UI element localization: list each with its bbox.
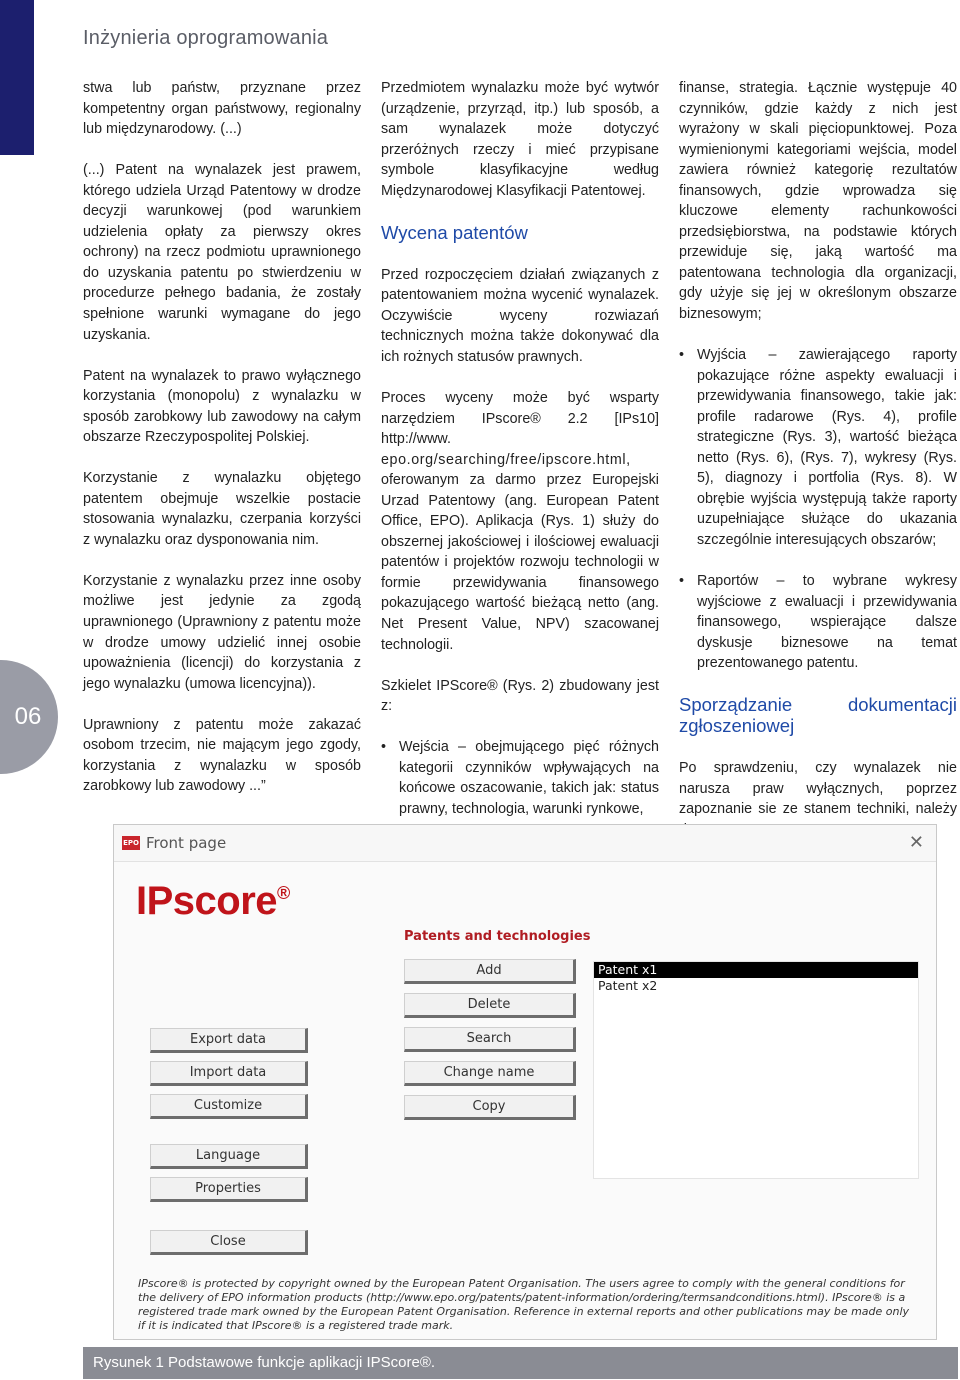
paragraph: stwa lub państw, przyznane przez kompetentny organ państwowy, regionalny lub międzynarodowy. (...) — [83, 80, 361, 138]
copyright-notice: IPscore® is protected by copyright owned by the European Patent Organisation. The users agree to comply with the general conditions for the delivery of EPO information products (http://www.epo.org/patents/patent-information/ordering/termsandconditions.html). IPscore® is a registered trade mark owned by the European Patent Organisation. Reference in external reports and other publications may be made only if it is indicated that IPscore® is a registered trade mark. — [138, 1277, 910, 1332]
bullet-label: Raportów — [697, 573, 759, 590]
close-icon[interactable]: ✕ — [908, 832, 924, 853]
bullet-text: – zawierającego raporty pokazujące różne aspekty ewaluacji i przewidywania finansowego, takie jak: profile radarowe (Rys. 4), profile strategiczne (Rys. 3), wartość bieżąca netto (Rys. 6), (Rys. 7), wykresy (Rys. 5), diagnozy i portfolia (Rys. 8). W obrębie wyjścia występują także raporty uzupełniające służące do ukazania szczególnie interesujących obszarów; — [697, 347, 957, 548]
close-button[interactable]: Close — [150, 1230, 308, 1255]
paragraph-text: Proces wyceny może być wsparty narzędziem IPscore® 2.2 [IPs10] http://www. — [381, 390, 659, 448]
section-heading — [679, 694, 957, 736]
paragraph: Uprawniony z patentu może zakazać osobom trzecim, nie mającym jego zgody, korzystania z wynalazku w sposób zarobkowy lub zawodowy ...” — [83, 716, 361, 795]
text-column-2 — [381, 78, 659, 840]
heading-word: Sporządzanie — [679, 694, 793, 716]
running-header: Inżynieria oprogramowania — [83, 27, 329, 49]
panel-title: Patents and technologies — [404, 929, 591, 944]
bullet-item — [679, 571, 957, 674]
chapter-number-tab: 06 — [0, 660, 58, 774]
patent-list[interactable] — [593, 961, 919, 1179]
copy-button[interactable]: Copy — [404, 1095, 576, 1120]
text-column-3 — [679, 78, 957, 861]
paragraph — [381, 388, 659, 655]
list-item[interactable]: Patent x2 — [598, 978, 658, 993]
heading-word: dokumentacji — [847, 694, 957, 716]
logo-text: IPscore — [136, 879, 278, 923]
window-title: Front page — [146, 834, 227, 852]
bullet-text: – obejmującego pięć różnych kategorii czynników wpływających na końcowe oszacowanie, takich jak: status prawny, technologia, warunki rynkowe, — [399, 739, 659, 817]
bullet-label: Wejścia — [399, 739, 449, 756]
ipscore-screenshot — [113, 824, 937, 1340]
search-button[interactable]: Search — [404, 1027, 576, 1052]
text-column-1 — [83, 78, 361, 817]
paragraph-text: oferowanym za darmo przez Europejski Urzad Patentowy (ang. European Patent Office, EPO). Aplikacja (Rys. 1) służy do obszernej jakościowej i ilościowej ewaluacji patentów i projektów rozwoju technologii w formie przewidywania finansowego pokazującego wartość bieżącą netto (ang. Net Present Value, NPV) szacowanej technologii. — [381, 472, 659, 653]
heading-word: zgłoszeniowej — [679, 715, 795, 737]
customize-button[interactable]: Customize — [150, 1094, 308, 1119]
change-name-button[interactable]: Change name — [404, 1061, 576, 1086]
bullet-item — [381, 737, 659, 819]
side-accent-bar — [0, 0, 34, 155]
window-titlebar — [114, 825, 936, 862]
paragraph: Przedmiotem wynalazku może być wytwór (urządzenie, przyrząd, itp.) lub sposób, a sam wynalazek może dotyczyć przeróżnych rzeczy i mieć przypisane symbole klasyfikacyjne według Międzynarodowej Klasyfikacji Patentowej. — [381, 80, 659, 199]
paragraph: Korzystanie z wynalazku objętego patentem obejmuje wszelkie postacie stosowania wynalazku, czerpania korzyści z wynalazku oraz dysponowania nim. — [83, 470, 361, 548]
paragraph: Przed rozpoczęciem działań związanych z patentowaniem można wycenić wynalazek. Oczywiście wyceny rozwiazań technicznych można także dokonywać dla ich rożnych statusów prawnych. — [381, 266, 659, 365]
paragraph: Korzystanie z wynalazku przez inne osoby możliwe jest jedynie za zgodą uprawnionego (Uprawniony z patentu może w drodze umowy udzielić innej osobie upoważnienia (licencji) do korzystania z jego wynalazku (umowa licencyjna)). — [83, 572, 361, 692]
figure-caption: Rysunek 1 Podstawowe funkcje aplikacji IPScore®. — [83, 1347, 958, 1379]
url-text: epo.org/searching/free/ipscore.html, — [381, 451, 631, 468]
bullet-label: Wyjścia — [697, 347, 747, 364]
paragraph: Patent na wynalazek to prawo wyłącznego korzystania (monopolu) z wynalazku w sposób zarobkowy lub zawodowy na całym obszarze Rzeczypospolitej Polskiej. — [83, 367, 361, 446]
delete-button[interactable]: Delete — [404, 993, 576, 1018]
add-button[interactable]: Add — [404, 959, 576, 984]
epo-app-icon: EPO — [122, 836, 140, 850]
section-heading: Wycena patentów — [381, 221, 528, 243]
language-button[interactable]: Language — [150, 1144, 308, 1169]
paragraph: finanse, strategia. Łącznie występuje 40 czynników, gdzie każdy z nich jest wyrażony w skali pięciopunktowej. Poza wymienionymi kategoriami wejścia, model zawiera również kategorię rezultatów finansowych, gdzie wprowadza się kluczowe elementy rachunkowości przedsiębiorstwa, na podstawie których przewiduje się, jaką wartość ma patentowana technologia dla organizacji, gdy użyje się jej w określonym obszarze biznesowym; — [679, 80, 957, 323]
bullet-text: – to wybrane wykresy wyjściowe z ewaluacji i przewidywania finansowego, wspierające dalsze dyskusje biznesowe na temat prezentowanego patentu. — [697, 573, 957, 672]
properties-button[interactable]: Properties — [150, 1177, 308, 1202]
bullet-dot-icon: • — [381, 739, 387, 756]
export-data-button[interactable]: Export data — [150, 1028, 308, 1053]
bullet-dot-icon: • — [679, 347, 685, 364]
ipscore-logo — [136, 879, 290, 924]
import-data-button[interactable]: Import data — [150, 1061, 308, 1086]
registered-mark: ® — [277, 883, 290, 903]
paragraph: Po sprawdzeniu, czy wynalazek nie narusza praw wyłącznych, poprzez zapoznanie sie ze stanem techniki, należy — [679, 760, 957, 818]
list-item[interactable]: Patent x1 — [594, 962, 918, 978]
paragraph: (...) Patent na wynalazek jest prawem, którego udziela Urząd Patentowy w drodze decyzji warunkowej (pod warunkiem udzielenia opłaty za pierwszy okres ochrony) na rzecz podmiotu uprawnionego do uzyskania patentu po stwierdzeniu w procedurze pełnego badania, że zostały spełnione warunki wymagane do jego uzyskania. — [83, 162, 361, 343]
paragraph: Szkielet IPScore® (Rys. 2) zbudowany jest z: — [381, 677, 659, 715]
bullet-item — [679, 345, 957, 550]
bullet-dot-icon: • — [679, 573, 685, 590]
